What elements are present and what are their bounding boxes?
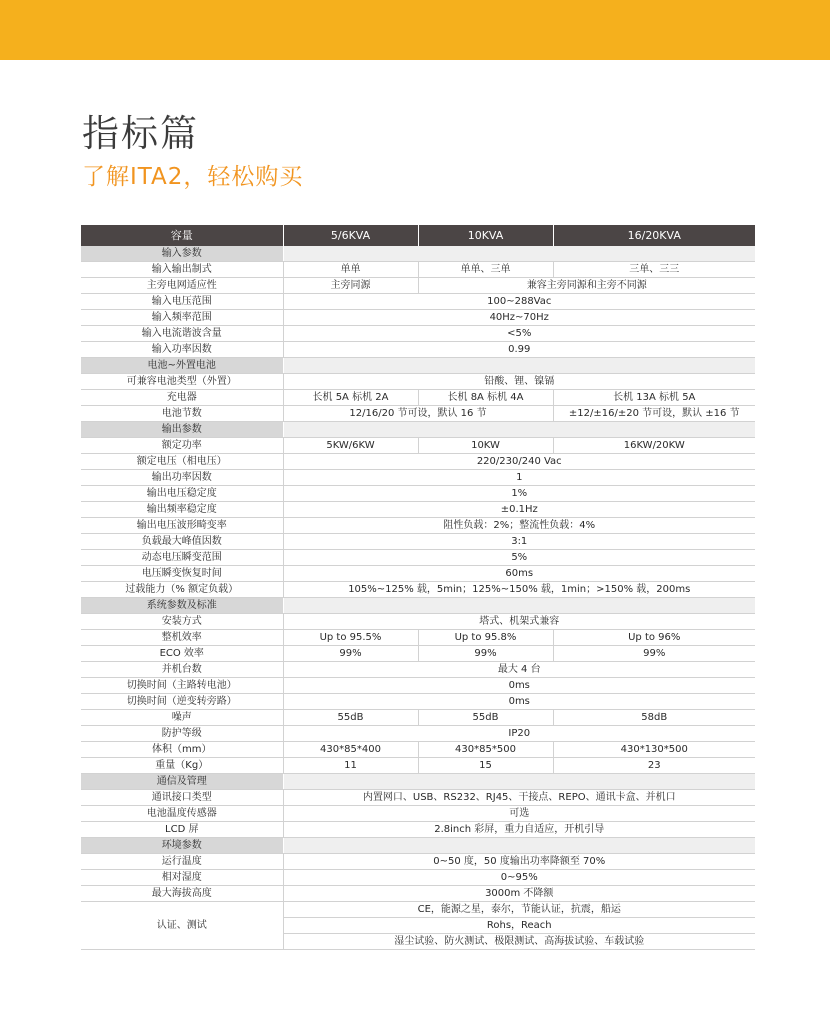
row-label: 输出功率因数 bbox=[81, 470, 283, 486]
row-label: 输出电压稳定度 bbox=[81, 486, 283, 502]
row-label: 电压瞬变恢复时间 bbox=[81, 566, 283, 582]
row-label: 输出频率稳定度 bbox=[81, 502, 283, 518]
row-value: CE，能源之星，泰尔，节能认证，抗震，船运 bbox=[283, 902, 755, 918]
section-title: 电池~外置电池 bbox=[81, 358, 283, 374]
table-row bbox=[81, 806, 755, 822]
row-label: 切换时间（主路转电池） bbox=[81, 678, 283, 694]
row-value: ±12/±16/±20 节可设，默认 ±16 节 bbox=[553, 406, 755, 422]
table-row bbox=[81, 262, 755, 278]
table-row bbox=[81, 902, 755, 918]
row-value: 430*130*500 bbox=[553, 742, 755, 758]
table-row bbox=[81, 854, 755, 870]
row-value: 23 bbox=[553, 758, 755, 774]
row-value: 阻性负载：2%；整流性负载：4% bbox=[283, 518, 755, 534]
row-value: 11 bbox=[283, 758, 418, 774]
row-value: 16KW/20KW bbox=[553, 438, 755, 454]
table-row bbox=[81, 518, 755, 534]
row-value: 60ms bbox=[283, 566, 755, 582]
header-10kva: 10KVA bbox=[418, 225, 553, 246]
table-row bbox=[81, 726, 755, 742]
row-label: 体积（mm） bbox=[81, 742, 283, 758]
row-label: 噪声 bbox=[81, 710, 283, 726]
row-label: 安装方式 bbox=[81, 614, 283, 630]
row-value: Up to 96% bbox=[553, 630, 755, 646]
row-value: 1% bbox=[283, 486, 755, 502]
table-row bbox=[81, 678, 755, 694]
page-title: 指标篇 bbox=[82, 112, 199, 155]
row-value: 兼容主旁同源和主旁不同源 bbox=[418, 278, 755, 294]
table-row bbox=[81, 278, 755, 294]
row-label: 过载能力（% 额定负载） bbox=[81, 582, 283, 598]
row-value: 220/230/240 Vac bbox=[283, 454, 755, 470]
row-value: 105%~125% 载，5min；125%~150% 载，1min；>150% 载，200ms bbox=[283, 582, 755, 598]
row-value: 长机 8A 标机 4A bbox=[418, 390, 553, 406]
row-value: 长机 13A 标机 5A bbox=[553, 390, 755, 406]
row-value: 可选 bbox=[283, 806, 755, 822]
header-5-6kva: 5/6KVA bbox=[283, 225, 418, 246]
row-value: 0~50 度，50 度输出功率降额至 70% bbox=[283, 854, 755, 870]
row-value: 100~288Vac bbox=[283, 294, 755, 310]
row-value: 430*85*400 bbox=[283, 742, 418, 758]
section-header-fill bbox=[283, 246, 755, 262]
section-header-row bbox=[81, 422, 755, 438]
row-value: 99% bbox=[283, 646, 418, 662]
row-value: 0ms bbox=[283, 678, 755, 694]
section-header-row bbox=[81, 246, 755, 262]
table-row bbox=[81, 486, 755, 502]
row-value: Rohs，Reach bbox=[283, 918, 755, 934]
table-row bbox=[81, 870, 755, 886]
row-value: 40Hz~70Hz bbox=[283, 310, 755, 326]
row-value: 55dB bbox=[283, 710, 418, 726]
table-row bbox=[81, 790, 755, 806]
row-label: 相对湿度 bbox=[81, 870, 283, 886]
table-row bbox=[81, 742, 755, 758]
row-value: 3:1 bbox=[283, 534, 755, 550]
row-value: Up to 95.8% bbox=[418, 630, 553, 646]
table-row bbox=[81, 822, 755, 838]
section-header-row bbox=[81, 598, 755, 614]
section-title: 通信及管理 bbox=[81, 774, 283, 790]
section-header-fill bbox=[283, 598, 755, 614]
table-row bbox=[81, 694, 755, 710]
row-value: 5KW/6KW bbox=[283, 438, 418, 454]
row-label: 切换时间（逆变转旁路） bbox=[81, 694, 283, 710]
row-label: 通讯接口类型 bbox=[81, 790, 283, 806]
row-value: 0.99 bbox=[283, 342, 755, 358]
row-label: 输入功率因数 bbox=[81, 342, 283, 358]
row-value: 430*85*500 bbox=[418, 742, 553, 758]
table-row bbox=[81, 566, 755, 582]
section-header-fill bbox=[283, 422, 755, 438]
row-label: 主旁电网适应性 bbox=[81, 278, 283, 294]
row-label: 额定功率 bbox=[81, 438, 283, 454]
section-header-fill bbox=[283, 358, 755, 374]
table-row bbox=[81, 406, 755, 422]
section-header-fill bbox=[283, 774, 755, 790]
row-value: 最大 4 台 bbox=[283, 662, 755, 678]
row-value: 主旁同源 bbox=[283, 278, 418, 294]
table-row bbox=[81, 582, 755, 598]
row-label: 负载最大峰值因数 bbox=[81, 534, 283, 550]
row-value: 0ms bbox=[283, 694, 755, 710]
section-title: 输入参数 bbox=[81, 246, 283, 262]
section-title: 输出参数 bbox=[81, 422, 283, 438]
row-label: 可兼容电池类型（外置） bbox=[81, 374, 283, 390]
row-value: 0~95% bbox=[283, 870, 755, 886]
row-label: 输入频率范围 bbox=[81, 310, 283, 326]
table-row bbox=[81, 534, 755, 550]
section-title: 环境参数 bbox=[81, 838, 283, 854]
table-row bbox=[81, 438, 755, 454]
row-value: Up to 95.5% bbox=[283, 630, 418, 646]
section-header-fill bbox=[283, 838, 755, 854]
table-row bbox=[81, 470, 755, 486]
row-value: 2.8inch 彩屏，重力自适应，开机引导 bbox=[283, 822, 755, 838]
row-label: 电池温度传感器 bbox=[81, 806, 283, 822]
spec-table bbox=[81, 225, 755, 950]
row-value: 58dB bbox=[553, 710, 755, 726]
table-row bbox=[81, 646, 755, 662]
row-value: 单单、三单 bbox=[418, 262, 553, 278]
row-value: 长机 5A 标机 2A bbox=[283, 390, 418, 406]
row-value: <5% bbox=[283, 326, 755, 342]
table-row bbox=[81, 662, 755, 678]
row-value: 湿尘试验、防火测试、极限测试、高海拔试验、车载试验 bbox=[283, 934, 755, 950]
row-value: 内置网口、USB、RS232、RJ45、干接点、REPO、通讯卡盒、并机口 bbox=[283, 790, 755, 806]
section-header-row bbox=[81, 838, 755, 854]
row-value: ±0.1Hz bbox=[283, 502, 755, 518]
row-label: 并机台数 bbox=[81, 662, 283, 678]
row-value: 单单 bbox=[283, 262, 418, 278]
header-capacity: 容量 bbox=[81, 225, 283, 246]
row-label: 整机效率 bbox=[81, 630, 283, 646]
table-row bbox=[81, 550, 755, 566]
table-row bbox=[81, 630, 755, 646]
row-value: 5% bbox=[283, 550, 755, 566]
table-row bbox=[81, 710, 755, 726]
row-label: ECO 效率 bbox=[81, 646, 283, 662]
row-value: 55dB bbox=[418, 710, 553, 726]
section-header-row bbox=[81, 774, 755, 790]
row-label: 电池节数 bbox=[81, 406, 283, 422]
row-value: IP20 bbox=[283, 726, 755, 742]
table-row bbox=[81, 374, 755, 390]
row-label: 输入电流谐波含量 bbox=[81, 326, 283, 342]
row-label: 输入电压范围 bbox=[81, 294, 283, 310]
row-label: 重量（Kg） bbox=[81, 758, 283, 774]
table-row bbox=[81, 886, 755, 902]
row-label: 充电器 bbox=[81, 390, 283, 406]
row-label: LCD 屏 bbox=[81, 822, 283, 838]
row-value: 99% bbox=[418, 646, 553, 662]
row-label: 输入输出制式 bbox=[81, 262, 283, 278]
row-value: 三单、三三 bbox=[553, 262, 755, 278]
row-value: 10KW bbox=[418, 438, 553, 454]
row-label: 认证、测试 bbox=[81, 902, 283, 950]
row-value: 塔式、机架式兼容 bbox=[283, 614, 755, 630]
section-title: 系统参数及标准 bbox=[81, 598, 283, 614]
row-label: 动态电压瞬变范围 bbox=[81, 550, 283, 566]
table-row bbox=[81, 502, 755, 518]
table-row bbox=[81, 310, 755, 326]
table-row bbox=[81, 342, 755, 358]
row-value: 15 bbox=[418, 758, 553, 774]
row-label: 最大海拔高度 bbox=[81, 886, 283, 902]
top-banner bbox=[0, 0, 830, 60]
row-label: 运行温度 bbox=[81, 854, 283, 870]
table-row bbox=[81, 758, 755, 774]
page-subtitle: 了解ITA2，轻松购买 bbox=[82, 164, 304, 190]
table-row bbox=[81, 454, 755, 470]
row-value: 1 bbox=[283, 470, 755, 486]
table-header-row bbox=[81, 225, 755, 246]
header-16-20kva: 16/20KVA bbox=[553, 225, 755, 246]
row-value: 12/16/20 节可设，默认 16 节 bbox=[283, 406, 553, 422]
row-value: 99% bbox=[553, 646, 755, 662]
table-row bbox=[81, 614, 755, 630]
row-value: 铅酸、锂、镍镉 bbox=[283, 374, 755, 390]
row-label: 额定电压（相电压） bbox=[81, 454, 283, 470]
row-value: 3000m 不降额 bbox=[283, 886, 755, 902]
table-row bbox=[81, 390, 755, 406]
table-row bbox=[81, 326, 755, 342]
section-header-row bbox=[81, 358, 755, 374]
table-row bbox=[81, 294, 755, 310]
row-label: 防护等级 bbox=[81, 726, 283, 742]
row-label: 输出电压波形畸变率 bbox=[81, 518, 283, 534]
